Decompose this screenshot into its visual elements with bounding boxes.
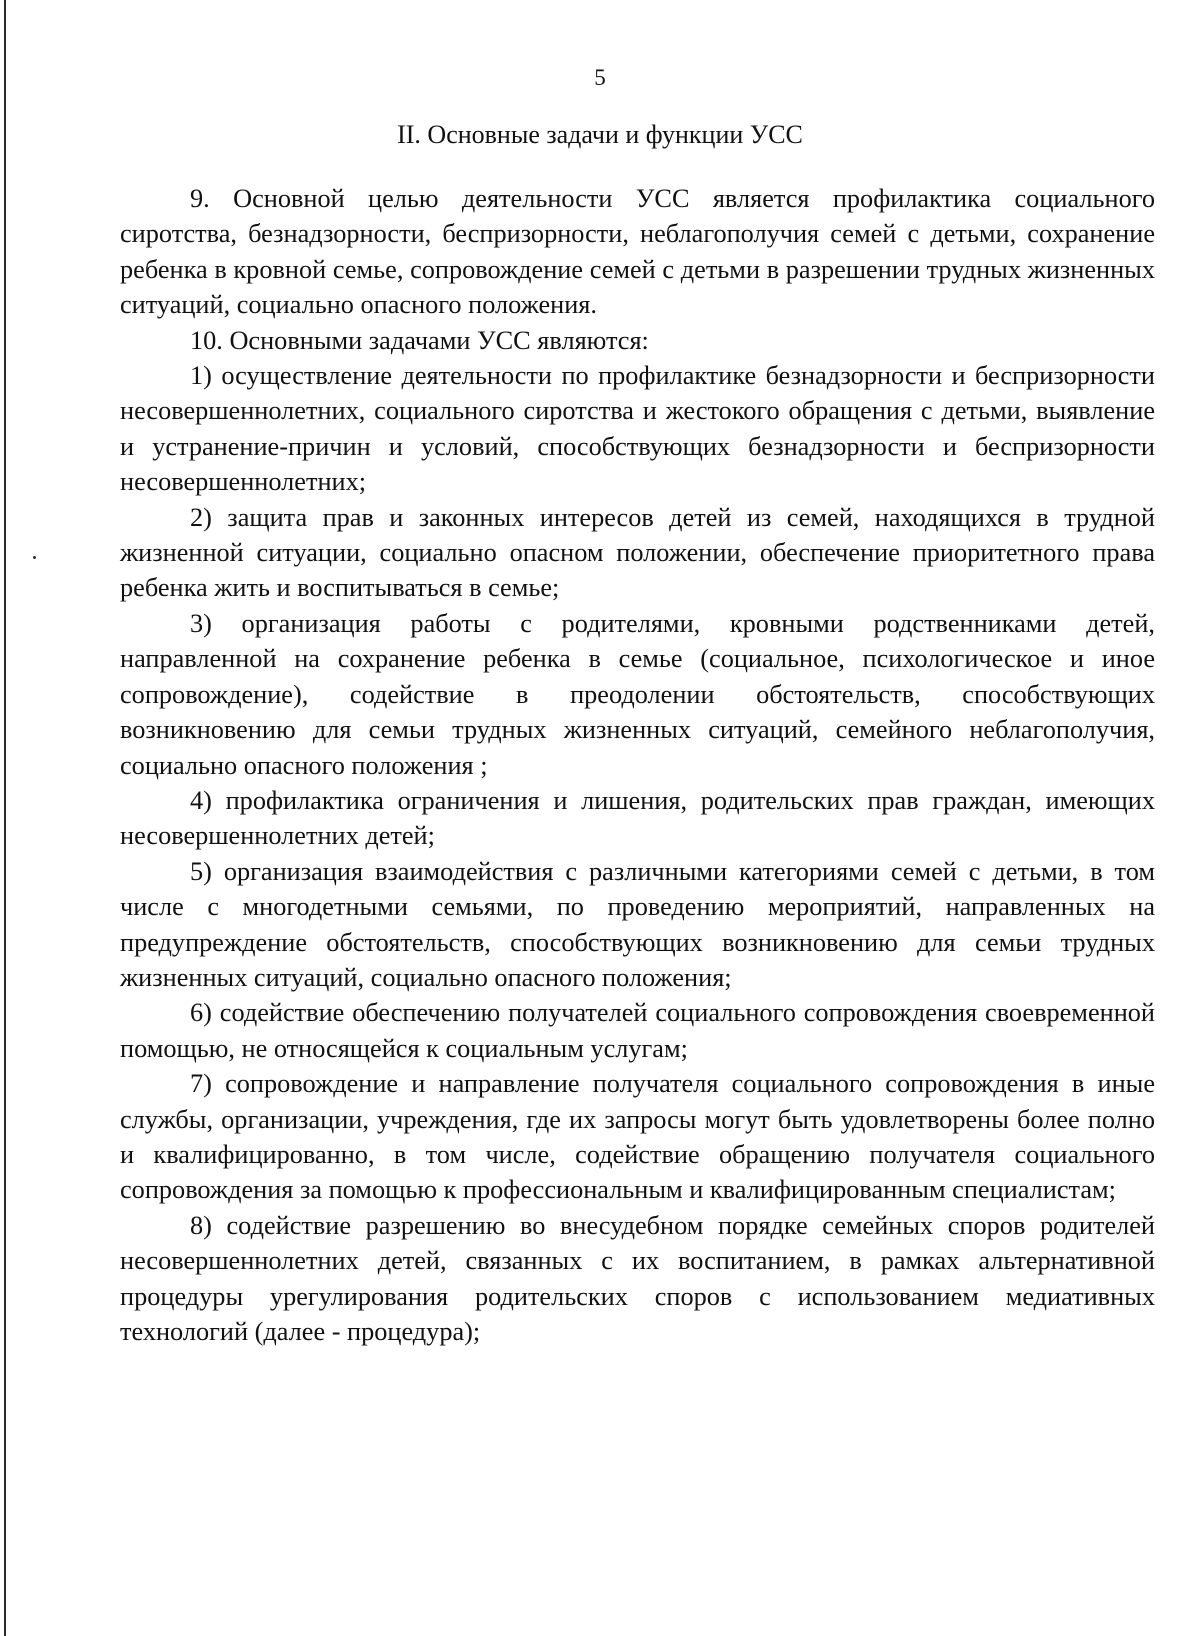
paragraph-10: 10. Основными задачами УСС являются:	[190, 325, 649, 355]
paragraph-9: 9. Основной целью деятельности УСС является профилактика социального сиротства, безнадзорности, беспризорности, неблагополучия семей с детьми, сохранение ребенка в кровной семье, сопровождение семей с детьми в разрешении трудных жизненных ситуаций, социально опасного положения.	[120, 184, 1155, 320]
list-item-6: 6) содействие обеспечению получателей социального сопровождения своевременной помощью, не относящейся к социальным услугам;	[120, 998, 1155, 1063]
list-item-3: 3) организация работы с родителями, кровными родственниками детей, направленной на сохранение ребенка в семье (социальное, психологическое и иное сопровождение), содействие в преодолении обстоятельств, способствующих возникновению для семьи трудных жизненных ситуаций, семейного неблагополучия, социально опасного положения ;	[120, 608, 1155, 780]
list-item-8: 8) содействие разрешению во внесудебном порядке семейных споров родителей несовершеннолетних детей, связанных с их воспитанием, в рамках альтернативной процедуры урегулирования родительских споров с использованием медиативных технологий (далее - процедура);	[120, 1210, 1155, 1346]
page-number: 5	[594, 65, 606, 90]
list-item-7: 7) сопровождение и направление получателя социального сопровождения в иные службы, организации, учреждения, где их запросы могут быть удовлетворены более полно и квалифицированно, в том числе, содействие обращению получателя социального сопровождения за помощью к профессиональным и квалифицированным специалистам;	[120, 1069, 1155, 1205]
section-heading: II. Основные задачи и функции УСС	[397, 120, 803, 149]
list-item-2: 2) защита прав и законных интересов детей из семей, находящихся в трудной жизненной ситуации, социально опасном положении, обеспечение приоритетного права ребенка жить и воспитываться в семье;	[120, 502, 1155, 603]
scan-edge-line	[4, 0, 6, 1636]
list-item-1: 1) осуществление деятельности по профилактике безнадзорности и беспризорности несовершеннолетних, социального сиротства и жестокого обращения с детьми, выявление и устранение-причин и условий, способствующих безнадзорности и беспризорности несовершеннолетних;	[120, 361, 1155, 497]
scan-speck	[33, 556, 36, 559]
document-body	[120, 181, 1155, 1349]
list-item-5: 5) организация взаимодействия с различными категориями семей с детьми, в том числе с многодетными семьями, по проведению мероприятий, направленных на предупреждение обстоятельств, способствующих возникновению для семьи трудных жизненных ситуаций, социально опасного положения;	[120, 856, 1155, 992]
list-item-4: 4) профилактика ограничения и лишения, родительских прав граждан, имеющих несовершеннолетних детей;	[120, 785, 1155, 851]
